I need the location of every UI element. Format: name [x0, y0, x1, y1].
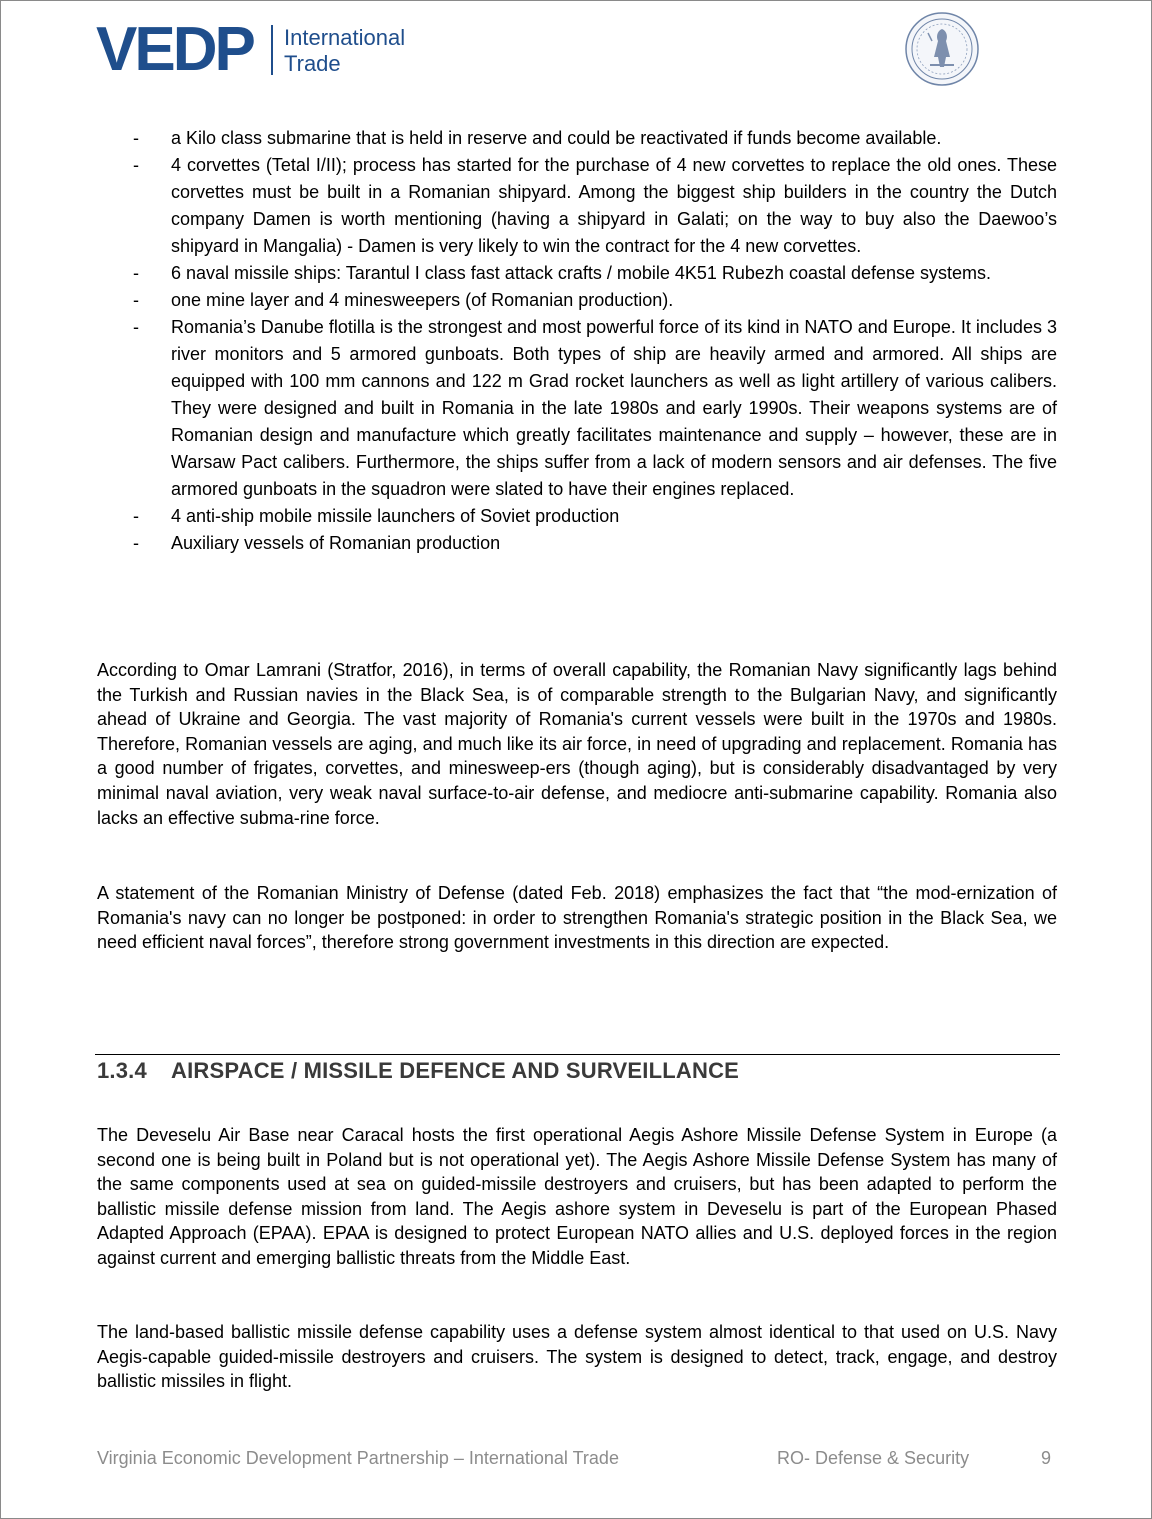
footer-publisher: Virginia Economic Development Partnership – International Trade [97, 1448, 619, 1468]
vedp-logo: VEDP [96, 15, 253, 84]
bullet-marker: - [133, 290, 139, 310]
logo-tagline [284, 25, 405, 77]
logo-tagline-line2: Trade [284, 51, 341, 76]
list-item [97, 314, 1057, 503]
section-heading [97, 1058, 739, 1084]
list-item [97, 152, 1057, 260]
paragraph-deveselu: The Deveselu Air Base near Caracal hosts the first operational Aegis Ashore Missile Defense System in Europe (a second one is being built in Poland but is not operational yet). The Aegis Ashore Missile Defense System has many of the same components used at sea on guided-missile destroyers and cruisers, but has been adapted to perform the ballistic missile defense mission from land. The Aegis ashore system in Deveselu is part of the European Phased Adapted Approach (EPAA). EPAA is designed to protect European NATO allies and U.S. deployed forces in the region against current and emerging ballistic threats from the Middle East. [97, 1125, 1057, 1268]
footer [97, 1448, 1057, 1470]
section-divider [95, 1054, 1060, 1055]
section-number: 1.3.4 [97, 1058, 147, 1083]
footer-document-title: RO- Defense & Security [777, 1448, 970, 1468]
section-title-text: AIRSPACE / MISSILE DEFENCE AND SURVEILLANCE [171, 1058, 740, 1083]
bullet-marker: - [133, 128, 139, 148]
bullet-marker: - [133, 155, 139, 175]
list-item [97, 260, 1057, 287]
bullet-marker: - [133, 263, 139, 283]
bullet-marker: - [133, 317, 139, 337]
header [96, 15, 991, 84]
list-item-text: 4 corvettes (Tetal I/II); process has started for the purchase of 4 new corvettes to replace the old ones. These corvettes must be built in a Romanian shipyard. Among the biggest ship builders in the country the Dutch company Damen is worth mentioning (having a shipyard in Galati; on the way to buy also the Daewoo’s shipyard in Mangalia) - Damen is very likely to win the contract for the 4 new corvettes. [171, 155, 1057, 256]
bullet-marker: - [133, 506, 139, 526]
page-number: 9 [1040, 1448, 1051, 1468]
paragraph-navy-capability: According to Omar Lamrani (Stratfor, 2016), in terms of overall capability, the Romanian Navy significantly lags behind the Turkish and Russian navies in the Black Sea, is of comparable strength to the Bulgarian Navy, and significantly ahead of Ukraine and Georgia. The vast majority of Romania's current vessels were built in the 1970s and 1980s. Therefore, Romanian vessels are aging, and much like its air force, in need of upgrading and replacement. Romania has a good number of frigates, corvettes, and minesweep-ers (though aging), but is considerably disadvantaged by very minimal naval aviation, very weak naval surface-to-air defense, and mediocre anti-submarine capability. Romania also lacks an effective subma-rine force. [97, 660, 1057, 828]
list-item [97, 287, 1057, 314]
paragraph-land-based: The land-based ballistic missile defense capability uses a defense system almost identical to that used on U.S. Navy Aegis-capable guided-missile destroyers and cruisers. The system is designed to detect, track, engage, and destroy ballistic missiles in flight. [97, 1322, 1057, 1392]
logo-tagline-line1: International [284, 25, 406, 50]
list-item-text: 6 naval missile ships: Tarantul I class fast attack crafts / mobile 4K51 Rubezh coastal defense systems. [171, 263, 992, 283]
paragraph-ministry-statement: A statement of the Romanian Ministry of Defense (dated Feb. 2018) emphasizes the fact that “the mod-ernization of Romania's navy can no longer be postponed: in order to strengthen Romania's strategic position in the Black Sea, we need efficient naval forces”, therefore strong government investments in this direction are expected. [97, 883, 1057, 953]
list-item [97, 530, 1057, 557]
bullet-list [97, 125, 1057, 557]
list-item [97, 125, 1057, 152]
list-item-text: 4 anti-ship mobile missile launchers of Soviet production [171, 506, 620, 526]
list-item-text: Romania’s Danube flotilla is the strongest and most powerful force of its kind in NATO and Europe. It includes 3 river monitors and 5 armored gunboats. Both types of ship are heavily armed and armored. All ships are equipped with 100 mm cannons and 122 m Grad rocket launchers as well as light artillery of various calibers. They were designed and built in Romania in the late 1980s and early 1990s. Their weapons systems are of Romanian design and manufacture which greatly facilitates maintenance and supply – however, these are in Warsaw Pact calibers. Furthermore, the ships suffer from a lack of modern sensors and air defenses. The five armored gunboats in the squadron were slated to have their engines replaced. [171, 317, 1057, 499]
bullet-marker: - [133, 533, 139, 553]
list-item-text: a Kilo class submarine that is held in reserve and could be reactivated if funds become available. [171, 128, 942, 148]
virginia-seal-icon [904, 11, 980, 87]
list-item [97, 503, 1057, 530]
list-item-text: one mine layer and 4 minesweepers (of Romanian production). [171, 290, 674, 310]
list-item-text: Auxiliary vessels of Romanian production [171, 533, 501, 553]
logo-divider [271, 25, 273, 75]
